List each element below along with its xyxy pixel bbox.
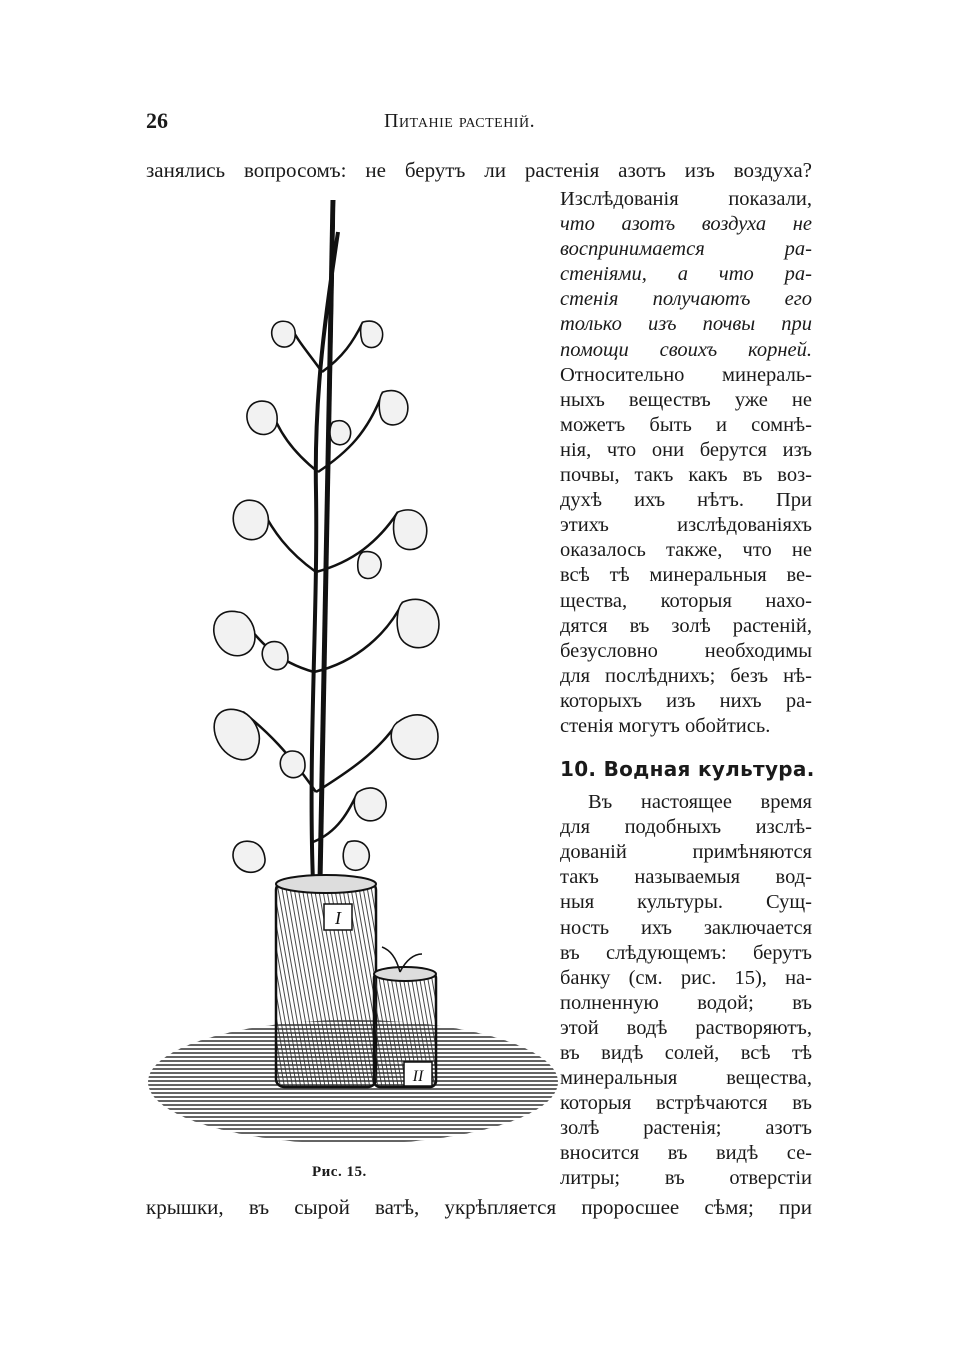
- top-text-line: занялись вопросомъ: не берутъ ли растенія азотъ изъ воздуха?: [146, 158, 812, 182]
- para2-line: полненную водой; въ: [560, 991, 812, 1014]
- para2-line: въ видѣ солей, всѣ тѣ: [560, 1042, 812, 1064]
- para2-line: минеральныя вещества,: [560, 1067, 812, 1090]
- para1-line: почвы, такъ какъ въ воз-: [560, 464, 812, 487]
- para2-line: дованій примѣняются: [560, 841, 812, 864]
- para2-line: въ слѣдующемъ: берутъ: [560, 941, 812, 964]
- para2-line: вносится въ видѣ се-: [560, 1142, 812, 1165]
- page-header: [146, 108, 812, 138]
- para1-line: Изслѣдованія показали,: [560, 188, 812, 210]
- para1-line: этихъ изслѣдованіяхъ: [560, 514, 812, 537]
- para1-line: Относительно минераль-: [560, 363, 812, 386]
- page-number: 26: [146, 108, 168, 133]
- para2-line: ныя культуры. Сущ-: [560, 891, 812, 914]
- para1-line: щества, которыя нахо-: [560, 589, 812, 612]
- para2-line: литры; въ отверстіи: [560, 1167, 812, 1190]
- para2-line: ность ихъ заключается: [560, 916, 812, 939]
- para1-line: дятся въ золѣ растеній,: [560, 614, 812, 637]
- para2-line: этой водѣ растворяютъ,: [560, 1016, 812, 1039]
- para1-line: всѣ тѣ минеральныя ве-: [560, 564, 812, 587]
- jar-label-1: I: [335, 908, 341, 928]
- running-title: Питаніе растеній.: [384, 110, 536, 132]
- para1-line: воспринимается ра-: [560, 238, 812, 261]
- para1-line: которыхъ изъ нихъ ра-: [560, 689, 812, 712]
- para2-line: для подобныхъ изслѣ-: [560, 816, 812, 839]
- para1-line: духѣ ихъ нѣтъ. При: [560, 489, 812, 512]
- figure-caption: Рис. 15.: [312, 1164, 367, 1180]
- para1-line: безусловно необходимы: [560, 639, 812, 662]
- para1-line: стенія могутъ обойтись.: [560, 714, 771, 737]
- para1-line: можетъ быть и сомнѣ-: [560, 413, 812, 436]
- bottom-text-line: крышки, въ сырой ватѣ, укрѣпляется проросшее сѣмя; при: [146, 1195, 812, 1219]
- para1-line: стеніями, а что ра-: [560, 263, 812, 286]
- para1-line: только изъ почвы при: [560, 313, 812, 336]
- para2-line: [560, 865, 812, 890]
- para1-line: стенія получаютъ его: [560, 288, 812, 311]
- para1-line: ныхъ веществъ уже не: [560, 388, 812, 411]
- para1-line: помощи своихъ корней.: [560, 338, 812, 361]
- para2-line: которыя встрѣчаются въ: [560, 1092, 812, 1115]
- jar-label-2: II: [412, 1068, 424, 1085]
- para1-line: оказалось также, что не: [560, 539, 812, 562]
- para1-line: [560, 212, 812, 237]
- para2-line: банку (см. рис. 15), на-: [560, 966, 812, 989]
- para2-line: золѣ растенія; азотъ: [560, 1117, 812, 1140]
- para1-line: нія, что они берутся изъ: [560, 438, 812, 461]
- para2-line: Въ настоящее время: [588, 791, 812, 814]
- jar-large: [276, 875, 376, 1087]
- text-column: [560, 187, 815, 1192]
- para1-line-1: что азотъ воздуха не: [560, 213, 812, 236]
- para2-line-3: такъ называемыя вод-: [560, 866, 812, 889]
- plant-water-culture-illustration: [148, 192, 558, 1162]
- para1-line: для послѣднихъ; безъ нѣ-: [560, 664, 812, 687]
- jar-small: [374, 947, 436, 1087]
- section-heading: 10. Водная культура.: [560, 757, 815, 782]
